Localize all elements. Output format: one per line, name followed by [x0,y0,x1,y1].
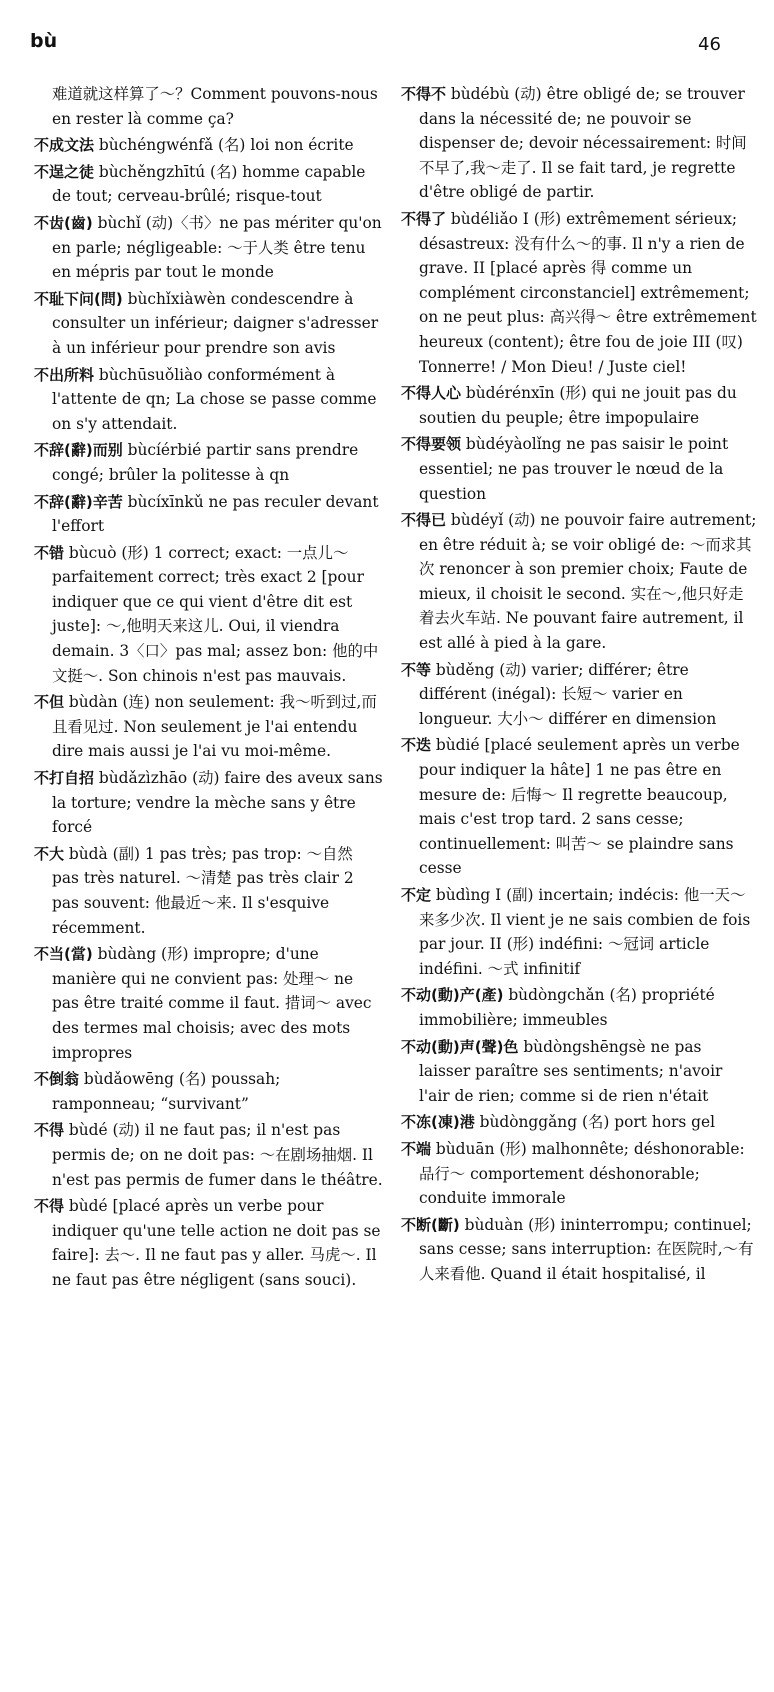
dictionary-entry [401,207,757,379]
dictionary-entry [401,432,757,506]
entry-headword: 不耻下问(問) [34,289,123,308]
right-entry-list [401,82,757,1287]
entry-headword: 不辞(辭)辛苦 [34,492,123,511]
entry-definition: bùdié [placé seulement après un verbe pour indiquer la hâte] 1 ne pas être en mesure de: 后悔～ Il regrette beaucoup, mais c'est trop tard. 2 sans cesse; continuellement: 叫苦～ se plaindre sans cesse [419,736,740,878]
dictionary-entry [34,541,384,689]
right-column [401,82,757,1289]
dictionary-entry [401,983,757,1032]
entry-headword: 不动(動)声(聲)色 [401,1037,519,1056]
entry-headword: 不得不 [401,85,447,103]
entry-definition: bùdàn (连) non seulement: 我～听到过,而且看见过. Non seulement je l'ai entendu dire mais aussi je l'ai vu moi-même. [52,693,377,761]
dictionary-entry [401,658,757,732]
entry-headword: 不错 [34,543,65,562]
dictionary-entry [34,1067,384,1116]
entry-definition: bùduān (形) malhonnête; déshonorable: 品行～ comportement déshonorable; conduite immorale [419,1139,745,1208]
entry-headword: 不大 [34,844,65,863]
entry-headword: 不等 [401,660,432,679]
left-entry-list [34,133,384,1292]
entry-definition: bùdàng (形) impropre; d'une manière qui ne convient pas: 处理～ ne pas être traité comme il faut. 措词～ avec des termes mal choisis; avec des mots impropres [52,945,372,1062]
entry-definition: bùdérénxīn (形) qui ne jouit pas du soutien du peuple; être impopulaire [419,384,737,427]
entry-headword: 不得要领 [401,435,462,454]
entry-headword: 不倒翁 [34,1070,80,1089]
entry-headword: 不得人心 [401,384,462,403]
entry-headword: 不定 [401,886,432,904]
entry-definition: bùdébù (动) être obligé de; se trouver dans la nécessité de; ne pouvoir se dispenser de; devoir nécessairement: 时间不早了,我～走了. Il se fait tard, je regrette d'être obligé de partir. [419,85,747,202]
entry-definition: bùděng (动) varier; différer; être différent (inégal): 长短～ varier en longueur. 大小～ différer en dimension [419,660,717,728]
entry-headword: 不出所料 [34,365,95,384]
entry-definition: bùduàn (形) ininterrompu; continuel; sans cesse; sans interruption: 在医院时,～有人来看他. Quand il était hospitalisé, il [419,1215,754,1283]
entry-definition: bùchǐxiàwèn condescendre à consulter un inférieur; daigner s'adresser à un inférieur pour prendre son avis [52,289,379,357]
dictionary-entry [401,82,757,205]
dictionary-entry [401,1213,757,1287]
entry-definition: bùchěngzhītú (名) homme capable de tout; cerveau-brûlé; risque-tout [52,162,366,206]
entry-definition: bùdà (副) 1 pas très; pas trop: ～自然 pas très naturel. ～清楚 pas très clair 2 pas souvent: 他最近～来. Il s'esquive récemment. [52,844,354,937]
dictionary-entry [34,211,384,285]
entry-headword: 不冻(凍)港 [401,1113,475,1132]
entry-definition: bùcíérbié partir sans prendre congé; brûler la politesse à qn [52,441,359,484]
dictionary-entry [34,160,384,209]
entry-headword: 不得 [34,1197,65,1216]
entry-headword: 不齿(齒) [34,213,93,232]
entry-headword: 不当(當) [34,945,93,964]
entry-definition: bùdé [placé après un verbe pour indiquer qu'une telle action ne doit pas se faire]: 去～. Il ne faut pas y aller. 马虎～. Il ne faut pas être négligent (sans souci). [52,1197,381,1289]
dictionary-entry [401,508,757,656]
left-column [34,82,384,1295]
dictionary-entry [401,883,757,981]
entry-definition: bùcuò (形) 1 correct; exact: 一点儿～ parfaitement correct; très exact 2 [pour indiquer que ce qui vient d'être dit est juste]: ～,他明天来这儿. Oui, il viendra demain. 3〈口〉pas mal; assez bon: 他的中文挺～. Son chinois n'est pas mauvais. [52,543,379,685]
entry-headword: 不动(動)产(產) [401,986,504,1005]
entry-headword: 不得 [34,1121,65,1140]
entry-definition: bùchǐ (动)〈书〉ne pas mériter qu'on en parle; négligeable: ～于人类 être tenu en mépris par tout le monde [52,213,382,282]
entry-headword: 不得已 [401,511,447,530]
dictionary-entry [34,1118,384,1192]
entry-headword: 不断(斷) [401,1215,460,1234]
entry-definition: bùdǎowēng (名) poussah; ramponneau; “survivant” [52,1070,281,1113]
dictionary-entry [401,1137,757,1211]
running-head-word: bù [30,30,58,52]
entry-definition: bùdéyǐ (动) ne pouvoir faire autrement; en être réduit à; se voir obligé de: ～而求其次 renoncer à son premier choix; Faute de mieux, il choisit le second. 实在～,他只好走着去火车站. Ne pouvant faire autrement, il est allé à pied à la gare. [419,511,757,653]
entry-headword: 不端 [401,1139,432,1158]
dictionary-entry [34,1194,384,1292]
entry-definition: bùchūsuǒliào conformément à l'attente de qn; La chose se passe comme on s'y attendait. [52,365,377,433]
dictionary-entry [34,490,384,539]
entry-definition: bùdéyàolǐng ne pas saisir le point essentiel; ne pas trouver le nœud de la question [419,435,729,503]
continuation-text: 难道就这样算了～？Comment pouvons-nous en rester là comme ça? [52,85,378,128]
entry-definition: bùdéliǎo I (形) extrêmement sérieux; désastreux: 没有什么～的事. Il n'y a rien de grave. II [placé après 得 comme un complément circonstanciel] extrêmement; on ne peut plus: 高兴得～ être extrêmement heureux (content); être fou de joie III (叹) Tonnerre! / Mon Dieu! / Juste ciel! [419,209,757,376]
dictionary-entry [401,381,757,430]
dictionary-entry [401,1110,757,1135]
entry-headword: 不得了 [401,209,447,228]
entry-headword: 不迭 [401,736,432,755]
dictionary-entry [34,842,384,940]
dictionary-entry [34,133,384,158]
entry-definition: bùdòngchǎn (名) propriété immobilière; immeubles [419,986,715,1029]
dictionary-entry [401,733,757,881]
dictionary-entry [401,1035,757,1109]
dictionary-entry [34,942,384,1065]
entry-definition: bùdònggǎng (名) port hors gel [474,1113,715,1132]
entry-definition: bùdìng I (副) incertain; indécis: 他一天～来多少次. Il vient je ne sais combien de fois par jour. II (形) indéfini: ～冠词 article indéfini. ～式 infinitif [419,886,751,978]
entry-definition: bùdǎzìzhāo (动) faire des aveux sans la torture; vendre la mèche sans y être forcé [52,769,383,837]
dictionary-entry [34,690,384,764]
entry-definition: bùdé (动) il ne faut pas; il n'est pas permis de; on ne doit pas: ～在剧场抽烟. Il n'est pas permis de fumer dans le théâtre. [52,1121,383,1189]
entry-headword: 不逞之徒 [34,162,95,181]
entry-definition: bùcíxīnkǔ ne pas reculer devant l'effort [52,492,379,536]
entry-definition: bùchéngwénfǎ (名) loi non écrite [94,136,354,155]
page-number: 46 [698,34,721,55]
entry-headword: 不打自招 [34,769,95,788]
dictionary-entry [34,363,384,437]
entry-definition: bùdòngshēngsè ne pas laisser paraître ses sentiments; n'avoir l'air de rien; comme si de rien n'était [419,1037,723,1105]
dictionary-entry [34,438,384,487]
dictionary-entry [34,287,384,361]
dictionary-entry [34,766,384,840]
entry-headword: 不成文法 [34,136,95,155]
entry-headword: 不但 [34,693,65,712]
entry-headword: 不辞(辭)而别 [34,441,123,460]
